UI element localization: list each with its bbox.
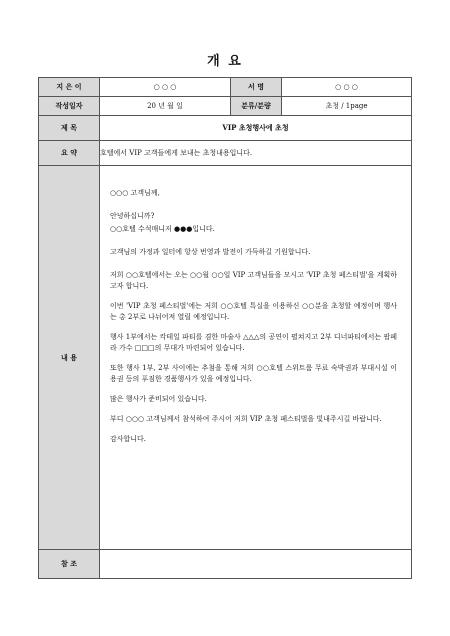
- signature-value: ○ ○ ○: [282, 78, 412, 97]
- subject-value: VIP 초청행사에 초청: [100, 116, 412, 141]
- summary-row: [39, 141, 412, 166]
- content-paragraph: 안녕하십니까?: [110, 212, 155, 220]
- content-paragraph: ○○호텔 수석매니저 ●●●입니다.: [110, 225, 215, 233]
- author-row: [39, 78, 412, 97]
- content-paragraph: 이번 'VIP 초청 페스티벌'에는 저희 ○○호텔 특실을 이용하신 ○○분을 초청할 예정이며 행사는 총 2부로 나뉘어져 열릴 예정입니다.: [110, 302, 397, 321]
- category-label: 분류/분량: [231, 97, 282, 116]
- subject-label: 제 목: [39, 116, 100, 141]
- content-label: 내 용: [39, 166, 100, 550]
- summary-label: 요 약: [39, 141, 100, 166]
- content-paragraph: 또한 행사 1부, 2부 사이에는 추첨을 통해 저희 ○○호텔 스위트룸 무료 숙박권과 부대시설 이용권 등의 푸짐한 경품행사가 있을 예정입니다.: [110, 364, 397, 383]
- content-paragraph: 저희 ○○호텔에서는 오는 ○○월 ○○일 VIP 고객님들을 모시고 'VIP 초청 페스티벌'을 계획하고자 합니다.: [110, 271, 397, 290]
- summary-value: 호텔에서 VIP 고객들에게 보내는 초청내용입니다.: [100, 141, 412, 166]
- date-label: 작성일자: [39, 97, 100, 116]
- content-paragraph: 고객님의 가정과 일터에 항상 번영과 발전이 가득하길 기원합니다.: [110, 248, 311, 256]
- subject-row: [39, 116, 412, 141]
- document-title: 개 요: [207, 54, 243, 69]
- overview-table: [38, 77, 412, 579]
- signature-label: 서 명: [231, 78, 282, 97]
- content-body: [100, 166, 412, 550]
- author-value: ○ ○ ○: [100, 78, 231, 97]
- reference-label: 참 조: [39, 550, 100, 579]
- date-row: [39, 97, 412, 116]
- date-value: 20 년 월 일: [100, 97, 231, 116]
- content-paragraph: 부디 ○○○ 고객님께서 참석하여 주시어 저희 VIP 초청 페스티벌을 빛내주시길 바랍니다.: [110, 415, 382, 423]
- reference-row: [39, 550, 412, 579]
- content-paragraph: ○○○ 고객님께,: [110, 189, 160, 197]
- content-row: [39, 166, 412, 550]
- content-paragraph: 많은 행사가 준비되어 있습니다.: [110, 395, 207, 403]
- author-label: 지 은 이: [39, 78, 100, 97]
- category-value: 초청 / 1page: [282, 97, 412, 116]
- content-paragraph: 감사합니다.: [110, 435, 147, 443]
- reference-value: [100, 550, 412, 579]
- content-paragraph: 행사 1부에서는 칵테일 파티를 겸한 마술사 △△△의 공연이 펼쳐지고 2부 디너파티에서는 팝페라 가수 □□□의 무대가 마련되어 있습니다.: [110, 333, 397, 352]
